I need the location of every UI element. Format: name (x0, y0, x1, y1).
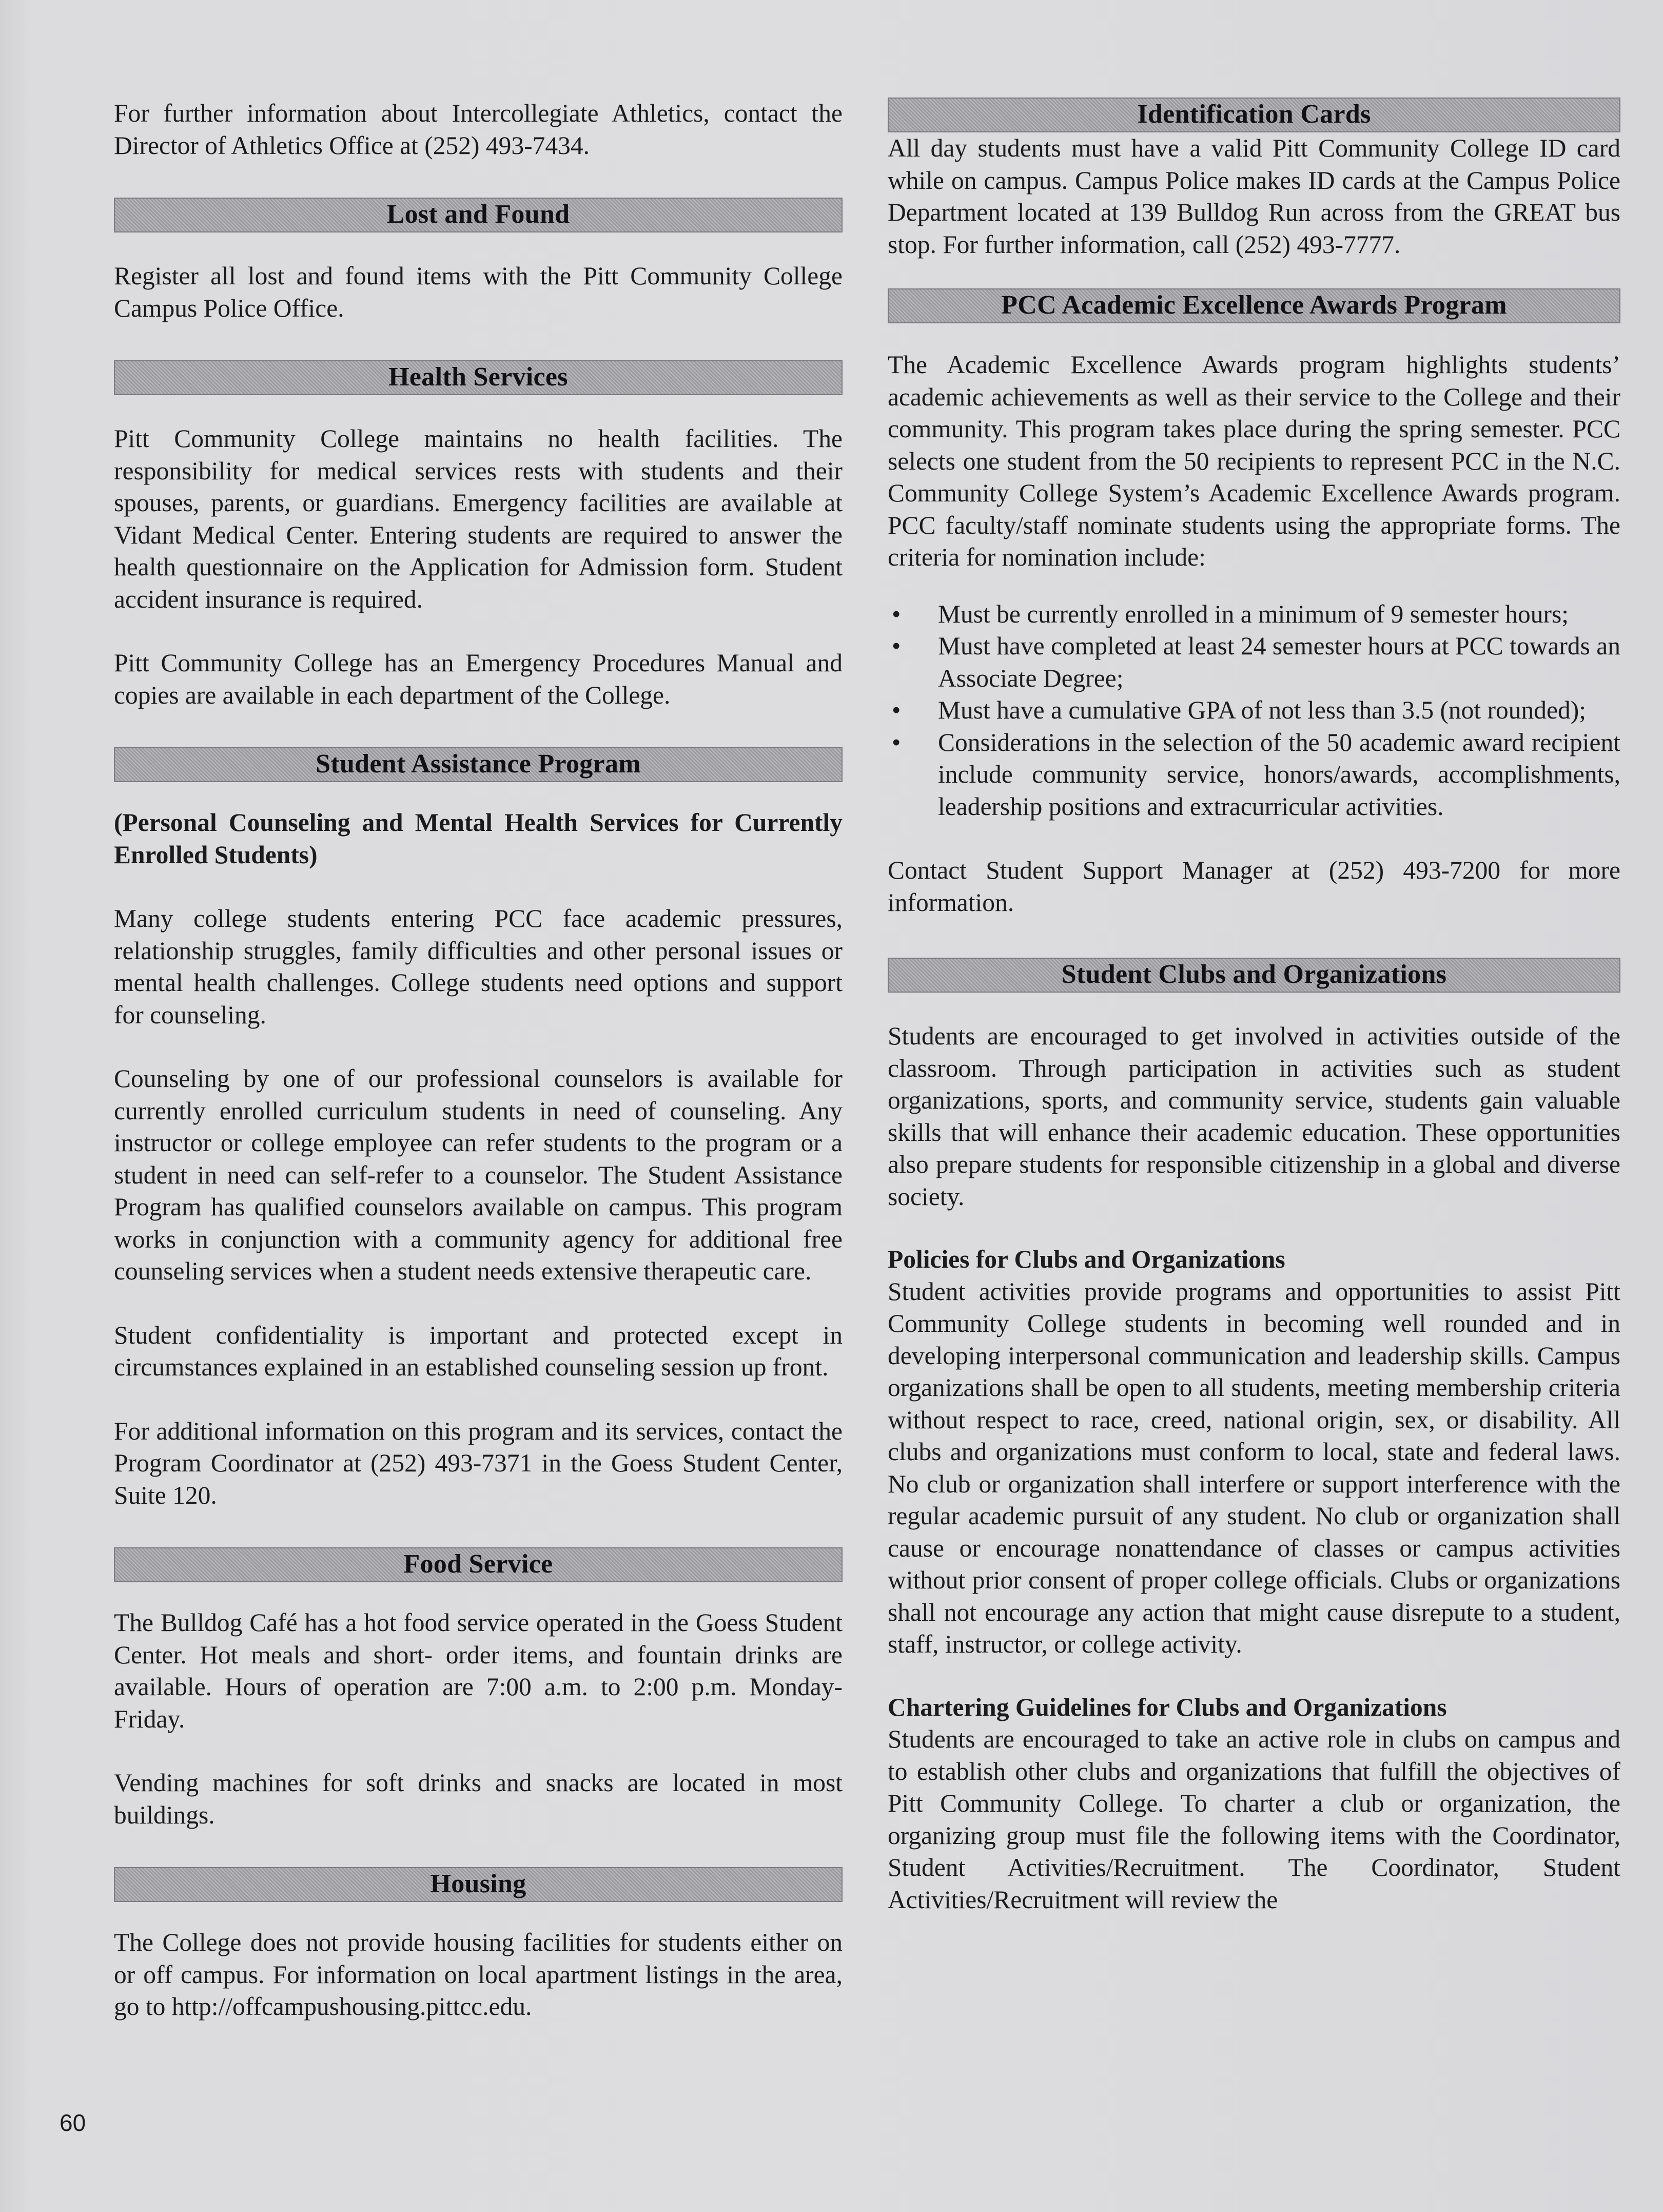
academic-excellence-heading: PCC Academic Excellence Awards Program (888, 288, 1620, 323)
athletics-contact-paragraph: For further information about Intercollegiate Athletics, contact the Director of Athletics Office at (252) 493-7434. (114, 99, 843, 160)
food-service-heading: Food Service (114, 1547, 843, 1582)
lost-and-found-paragraph: Register all lost and found items with the Pitt Community College Campus Police Office. (114, 262, 843, 322)
student-assistance-paragraph-4: For additional information on this program and its services, contact the Program Coordinator at (252) 493-7371 in the Goess Student Center, Suite 120. (114, 1417, 843, 1509)
housing-heading: Housing (114, 1867, 843, 1902)
academic-excellence-paragraph: The Academic Excellence Awards program highlights students’ academic achievements as well as their service to the College and their community. This program takes place during the spring semester. PCC selects one student from the 50 recipients to represent PCC in the N.C. Community College System’s Academic Excellence Awards program. PCC faculty/staff nominate students using the appropriate forms. The criteria for nomination include: (888, 351, 1620, 571)
student-assistance-paragraph-3: Student confidentiality is important and protected except in circumstances explained in an established counseling session up front. (114, 1321, 843, 1381)
right-column (888, 98, 1620, 1916)
list-item: • Must have completed at least 24 semester hours at PCC towards an Associate Degree; (888, 630, 1620, 694)
nomination-criteria-list (888, 598, 1620, 823)
bullet-icon: • (892, 632, 901, 660)
student-assistance-subtitle: (Personal Counseling and Mental Health Services for Currently Enrolled Students) (114, 808, 843, 869)
student-clubs-heading: Student Clubs and Organizations (888, 958, 1620, 993)
student-assistance-paragraph-2: Counseling by one of our professional counselors is available for currently enrolled curriculum students in need of counseling. Any instructor or college employee can refer students to the program or a student in need can self-refer to a counselor. The Student Assistance Program has qualified counselors available on campus. This program works in conjunction with a community agency for additional free counseling services when a student needs extensive therapeutic care. (114, 1064, 843, 1285)
chartering-heading: Chartering Guidelines for Clubs and Organizations (888, 1693, 1447, 1721)
list-item: • Must have a cumulative GPA of not less than 3.5 (not rounded); (888, 694, 1620, 727)
list-item: • Considerations in the selection of the 50 academic award recipient include community service, honors/awards, accomplishments, leadership positions and extracurricular activities. (888, 727, 1620, 823)
awards-contact-paragraph: Contact Student Support Manager at (252) 493-7200 for more information. (888, 856, 1620, 917)
health-services-paragraph-2: Pitt Community College has an Emergency Procedures Manual and copies are available in each department of the College. (114, 649, 843, 709)
list-item: • Must be currently enrolled in a minimum of 9 semester hours; (888, 598, 1620, 631)
student-clubs-paragraph: Students are encouraged to get involved in activities outside of the classroom. Through participation in activities such as student organizations, sports, and community service, students gain valuable skills that will enhance their academic education. These opportunities also prepare students for responsible citizenship in a global and diverse society. (888, 1022, 1620, 1211)
health-services-heading: Health Services (114, 360, 843, 395)
bullet-icon: • (892, 599, 901, 628)
identification-cards-heading: Identification Cards (888, 98, 1620, 132)
student-assistance-heading: Student Assistance Program (114, 747, 843, 782)
policies-paragraph: Student activities provide programs and opportunities to assist Pitt Community College students in becoming well rounded and in developing interpersonal communication and leadership skills. Campus organizations shall be open to all students, meeting membership criteria without respect to race, creed, national origin, sex, or disability. All clubs and organizations must conform to local, state and federal laws. No club or organization shall interfere or support interference with the regular academic pursuit of any student. No club or organization shall cause or encourage nonattendance of classes or campus activities without prior consent of proper college officials. Clubs or organizations shall not encourage any action that might cause disrepute to a student, staff, instructor, or college activity. (888, 1277, 1620, 1658)
health-services-paragraph-1: Pitt Community College maintains no health facilities. The responsibility for medical services rests with students and their spouses, parents, or guardians. Emergency facilities are available at Vidant Medical Center. Entering students are required to answer the health questionnaire on the Application for Admission form. Student accident insurance is required. (114, 424, 843, 613)
bullet-icon: • (892, 696, 901, 724)
food-service-paragraph-1: The Bulldog Café has a hot food service operated in the Goess Student Center. Hot meals and short- order items, and fountain drinks are available. Hours of operation are 7:00 a.m. to 2:00 p.m. Monday-Friday. (114, 1608, 843, 1733)
lost-and-found-heading: Lost and Found (114, 198, 843, 232)
food-service-paragraph-2: Vending machines for soft drinks and snacks are located in most buildings. (114, 1769, 843, 1829)
housing-paragraph: The College does not provide housing facilities for students either on or off campus. For information on local apartment listings in the area, go to http://offcampushousing.pittcc.edu. (114, 1928, 843, 2021)
student-assistance-paragraph-1: Many college students entering PCC face academic pressures, relationship struggles, family difficulties and other personal issues or mental health challenges. College students need options and support for counseling. (114, 904, 843, 1029)
page-number: 60 (60, 2109, 86, 2136)
bullet-icon: • (892, 728, 901, 756)
policies-heading: Policies for Clubs and Organizations (888, 1245, 1285, 1273)
left-column (114, 98, 843, 2023)
identification-cards-paragraph: All day students must have a valid Pitt Community College ID card while on campus. Campus Police makes ID cards at the Campus Police Department located at 139 Bulldog Run across from the GREAT bus stop. For further information, call (252) 493-7777. (888, 134, 1620, 259)
chartering-paragraph: Students are encouraged to take an active role in clubs on campus and to establish other clubs and organizations that fulfill the objectives of Pitt Community College. To charter a club or organization, the organizing group must file the following items with the Coordinator, Student Activities/Recruitment. The Coordinator, Student Activities/Recruitment will review the (888, 1725, 1620, 1914)
